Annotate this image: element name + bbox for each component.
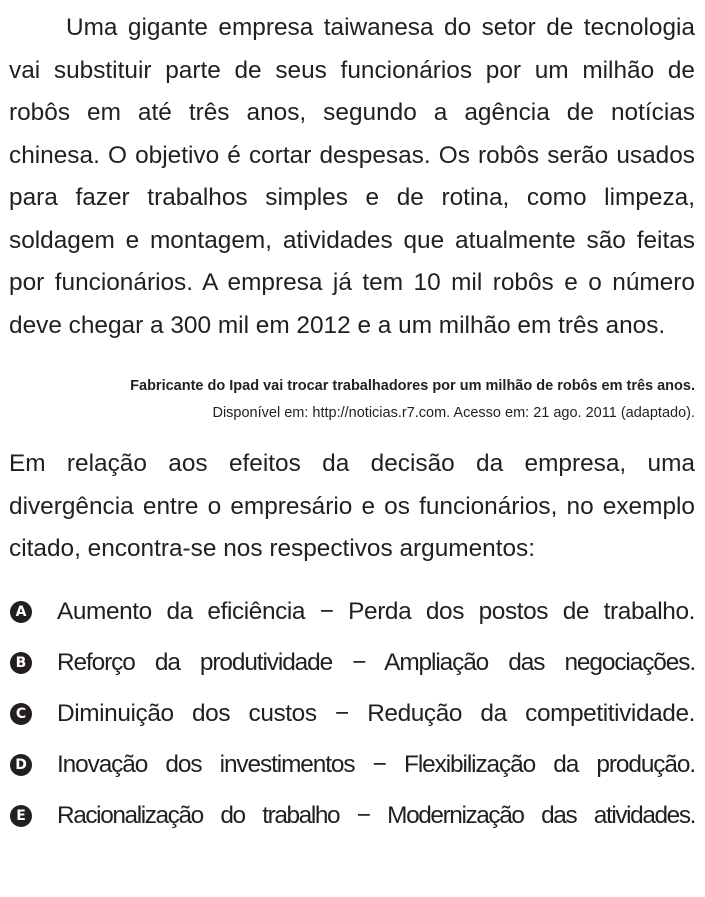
source-citation [9, 373, 695, 427]
option-c[interactable] [9, 689, 695, 740]
option-e[interactable] [9, 791, 695, 842]
passage-text: Uma gigante empresa taiwanesa do setor de tecnologia vai substituir parte de seus funcionários por um milhão de robôs em até três anos, segundo a agência de notícias chinesa. O objetivo é cortar despesas. Os robôs serão usados para fazer trabalhos simples e de rotina, como limpeza, soldagem e montagem, atividades que atualmente são feitas por funcionários. A empresa já tem 10 mil robôs e o número deve chegar a 300 mil em 2012 e a um milhão em três anos. [9, 14, 695, 339]
answer-options [9, 587, 695, 842]
option-b[interactable] [9, 638, 695, 689]
option-a[interactable] [9, 587, 695, 638]
option-d[interactable] [9, 740, 695, 791]
question-page [9, 0, 695, 842]
option-text: Inovação dos investimentos − Flexibilização da produção. [57, 751, 695, 778]
option-letter-badge: D [10, 754, 32, 776]
option-text: Aumento da eficiência − Perda dos postos de trabalho. [57, 598, 695, 625]
source-title: Fabricante do Ipad vai trocar trabalhadores por um milhão de robôs em três anos. [130, 378, 695, 394]
option-letter-badge: E [10, 805, 32, 827]
question-stem: Em relação aos efeitos da decisão da empresa, uma divergência entre o empresário e os funcionários, no exemplo citado, encontra-se nos respectivos argumentos: [9, 450, 695, 562]
option-text: Reforço da produtividade − Ampliação das negociações. [57, 649, 695, 676]
source-availability: Disponível em: http://noticias.r7.com. Acesso em: 21 ago. 2011 (adaptado). [212, 405, 695, 421]
option-letter-badge: A [10, 601, 32, 623]
option-letter-badge: B [10, 652, 32, 674]
option-letter-badge: C [10, 703, 32, 725]
option-text: Diminuição dos custos − Redução da competitividade. [57, 700, 695, 727]
option-text: Racionalização do trabalho − Modernização das atividades. [57, 802, 695, 829]
